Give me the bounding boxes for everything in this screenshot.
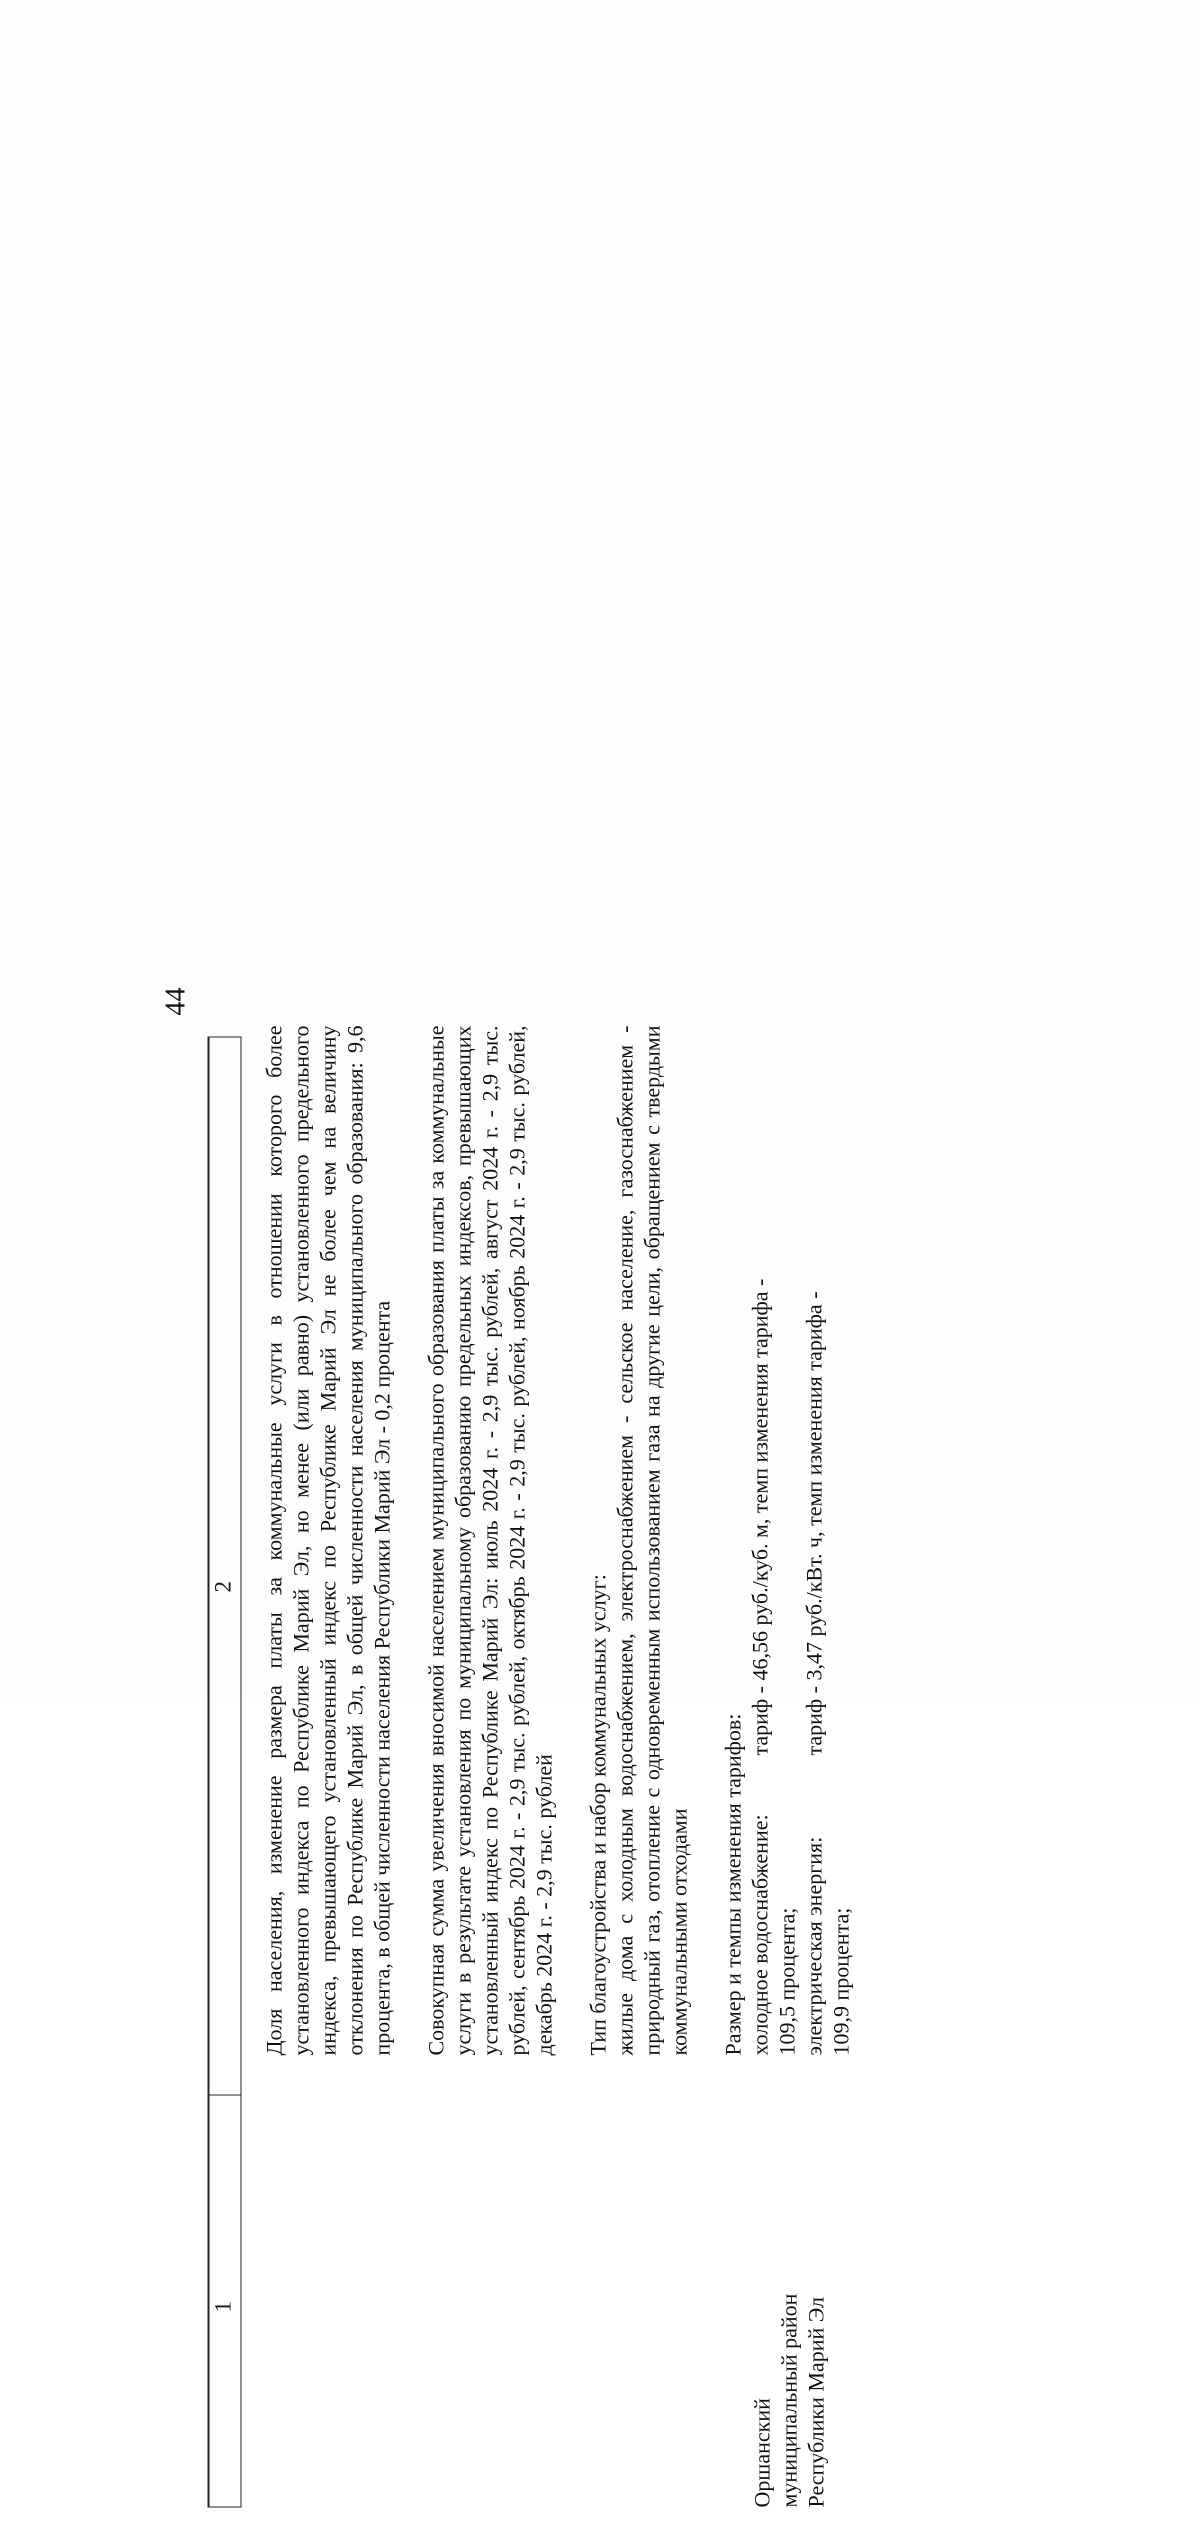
table-top-border — [208, 1038, 210, 2508]
page-number: 44 — [161, 988, 193, 1016]
tariff-tail: тарифа - — [801, 1291, 828, 1370]
indicators-text — [261, 1026, 882, 2056]
tariff-label: холодное водоснабжение: — [747, 1756, 774, 2056]
table-right-border — [208, 1037, 242, 1038]
column-2-header: 2 — [211, 1581, 237, 1593]
population-share-paragraph: Доля населения, изменение размера платы за коммунальные услуги в отношении которого более установленного индекса по Республике Марий Эл, но менее (или равно) установленного предельного индекса, превышающего установленный индекс по Республике Марий Эл не более чем на величину отклонения по Республике Марий Эл, в общей численности населения муниципального образования: 9,6 процента, в общей численности населения Республики Марий Эл - 0,2 процента — [261, 1026, 396, 2056]
tariff-continuation: 109,9 процента; — [828, 1026, 855, 2056]
tariff-value: тариф - 46,56 руб./куб. м, — [747, 1519, 774, 1756]
region-line: Оршанский — [749, 2108, 776, 2508]
tariff-row-electricity — [801, 1026, 828, 2056]
tariffs-block — [720, 1026, 855, 2056]
tariff-continuation: 109,5 процента; — [774, 1026, 801, 2056]
tariffs-title: Размер и темпы изменения тарифов: — [720, 1026, 747, 2056]
region-line: муниципальный район — [776, 2108, 803, 2508]
tariff-row-water — [747, 1026, 774, 2056]
region-name — [749, 2108, 830, 2508]
tariff-value: тариф - 3,47 руб./кВт. ч, — [801, 1531, 828, 1755]
table-left-border — [208, 2507, 242, 2508]
rotated-content — [1, 849, 1200, 2546]
tariff-tail: тарифа - — [747, 1279, 774, 1358]
tariff-change-word: изменения — [747, 1363, 774, 1462]
utilities-type-body: жилые дома с холодным водоснабжением, электроснабжением - сельское население, газоснабжением - природный газ, отопление с одновременным использованием газа на другие цели, обращением с твердыми коммунальными отходами — [612, 1026, 693, 2056]
table-column-divider — [208, 2095, 242, 2096]
tariff-label: электрическая энергия: — [801, 1756, 828, 2056]
utilities-type-paragraph — [585, 1026, 693, 2056]
payment-increase-paragraph: Совокупная сумма увеличения вносимой населением муниципального образования платы за коммунальные услуги в результате установления по муниципальному образованию предельных индексов, превышающих установленный индекс по Республике Марий Эл: июль 2024 г. - 2,9 тыс. рублей, август 2024 г. - 2,9 тыс. рублей, сентябрь 2024 г. - 2,9 тыс. рублей, октябрь 2024 г. - 2,9 тыс. рублей, ноябрь 2024 г. - 2,9 тыс. рублей, декабрь 2024 г. - 2,9 тыс. рублей — [423, 1026, 558, 2056]
region-line: Республики Марий Эл — [803, 2108, 830, 2508]
column-1-header: 1 — [211, 2301, 237, 2313]
tariff-rate-word: темп — [747, 1468, 774, 1513]
tariff-change-word: изменения — [801, 1376, 828, 1475]
table-header-divider — [241, 1038, 242, 2508]
utilities-type-title: Тип благоустройства и набор коммунальных услуг: — [585, 1026, 612, 2056]
tariff-rate-word: темп — [801, 1481, 828, 1526]
